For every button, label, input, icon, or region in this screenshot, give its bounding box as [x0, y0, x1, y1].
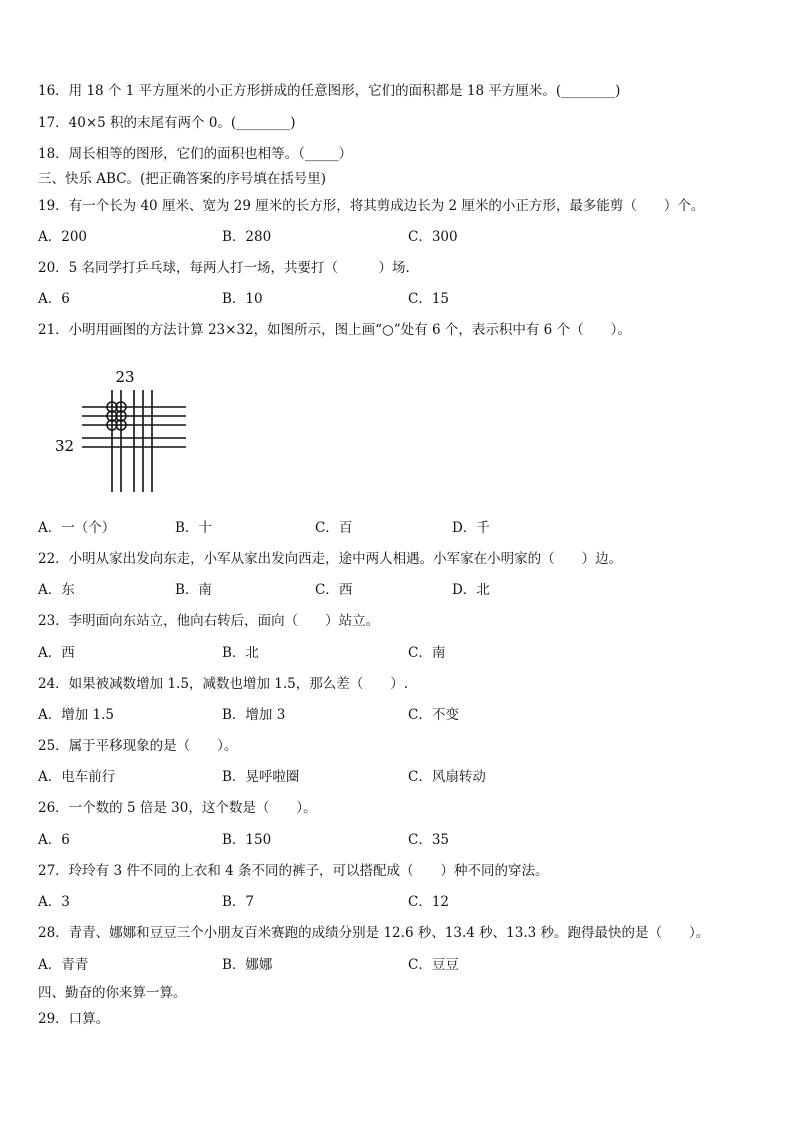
question-20: 20．5 名同学打乒乓球，每两人打一场，共要打（ ）场.: [38, 260, 410, 276]
q27-option-b[interactable]: B．7: [222, 894, 255, 910]
section-4-heading: 四、勤奋的你来算一算。: [38, 985, 187, 1001]
section-3-heading: 三、快乐 ABC。(把正确答案的序号填在括号里): [38, 171, 327, 187]
q27-option-c[interactable]: C．12: [408, 894, 450, 910]
q22-option-c[interactable]: C．西: [315, 582, 353, 598]
question-19: 19．有一个长为 40 厘米、宽为 29 厘米的长方形，将其剪成边长为 2 厘米的小正方形，最多能剪（ ）个。: [38, 198, 705, 214]
q22-option-a[interactable]: A．东: [38, 582, 75, 598]
multiplication-grid-figure: [50, 366, 200, 496]
q23-option-a[interactable]: A．西: [38, 645, 75, 661]
q26-option-c[interactable]: C．35: [408, 832, 450, 848]
q21-option-a[interactable]: A．一（个）: [38, 520, 116, 536]
question-27: 27．玲玲有 3 件不同的上衣和 4 条不同的裤子，可以搭配成（ ）种不同的穿法。: [38, 863, 549, 879]
q27-option-a[interactable]: A．3: [38, 894, 70, 910]
q25-option-b[interactable]: B．晃呼啦圈: [222, 769, 300, 785]
q28-option-a[interactable]: A．青青: [38, 957, 89, 973]
question-24: 24．如果被减数增加 1.5，减数也增加 1.5，那么差（ ）.: [38, 676, 408, 692]
figure-top-label: 23: [115, 368, 135, 386]
q25-option-a[interactable]: A．电车前行: [38, 769, 116, 785]
question-29: 29．口算。: [38, 1011, 110, 1027]
q23-option-b[interactable]: B．北: [222, 645, 259, 661]
question-16: 16．用 18 个 1 平方厘米的小正方形拼成的任意图形，它们的面积都是 18 平方厘米。(________): [38, 83, 621, 99]
q23-option-c[interactable]: C．南: [408, 645, 446, 661]
question-28: 28．青青、娜娜和豆豆三个小朋友百米赛跑的成绩分别是 12.6 秒、13.4 秒、13.3 秒。跑得最快的是（ ）。: [38, 925, 710, 941]
q22-option-b[interactable]: B．南: [175, 582, 212, 598]
question-25: 25．属于平移现象的是（ ）。: [38, 738, 238, 754]
question-23: 23．李明面向东站立，他向右转后，面向（ ）站立。: [38, 613, 380, 629]
q21-option-c[interactable]: C．百: [315, 520, 353, 536]
q19-option-a[interactable]: A．200: [38, 229, 88, 245]
q24-option-c[interactable]: C．不变: [408, 707, 459, 723]
q22-option-d[interactable]: D．北: [452, 582, 490, 598]
question-22: 22．小明从家出发向东走，小军从家出发向西走，途中两人相遇。小军家在小明家的（ ）边。: [38, 551, 623, 567]
q20-option-c[interactable]: C．15: [408, 291, 450, 307]
q21-option-b[interactable]: B．十: [175, 520, 212, 536]
q28-option-b[interactable]: B．娜娜: [222, 957, 273, 973]
question-21: 21．小明用画图的方法计算 23×32，如图所示，图上画“○”处有 6 个，表示积中有 6 个（ ）。: [38, 322, 631, 338]
q19-option-c[interactable]: C．300: [408, 229, 458, 245]
q26-option-b[interactable]: B．150: [222, 832, 272, 848]
q20-option-b[interactable]: B．10: [222, 291, 263, 307]
q20-option-a[interactable]: A．6: [38, 291, 70, 307]
question-26: 26．一个数的 5 倍是 30，这个数是（ ）。: [38, 800, 317, 816]
q28-option-c[interactable]: C．豆豆: [408, 957, 459, 973]
figure-left-label: 32: [55, 437, 75, 455]
q26-option-a[interactable]: A．6: [38, 832, 70, 848]
q25-option-c[interactable]: C．风扇转动: [408, 769, 486, 785]
q24-option-b[interactable]: B．增加 3: [222, 707, 286, 723]
q21-option-d[interactable]: D．千: [452, 520, 490, 536]
q19-option-b[interactable]: B．280: [222, 229, 272, 245]
question-18: 18．周长相等的图形，它们的面积也相等。（_____）: [38, 146, 353, 162]
q24-option-a[interactable]: A．增加 1.5: [38, 707, 115, 723]
question-17: 17．40×5 积的末尾有两个 0。(________): [38, 115, 296, 131]
